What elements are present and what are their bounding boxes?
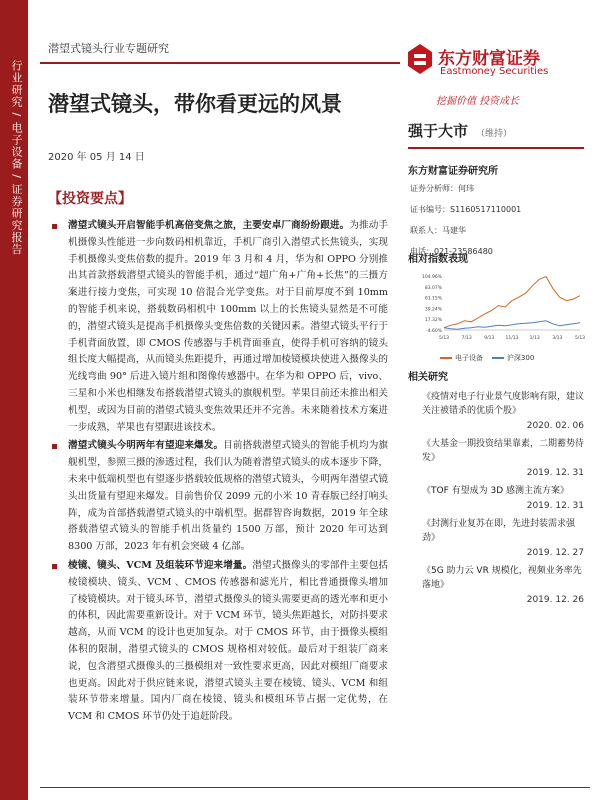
list-item[interactable] xyxy=(422,517,584,560)
bullet-icon xyxy=(52,224,57,229)
x-tick-label: 3/13 xyxy=(552,336,563,341)
series-line-electronics xyxy=(444,277,580,328)
related-title[interactable]: 《疫情对电子行业景气度影响有限，建议关注被错杀的优质个股》 xyxy=(422,392,585,416)
bullet-icon xyxy=(52,444,57,449)
x-tick-label: 5/13 xyxy=(574,336,586,341)
paragraph-lead: 潜望式镜头今明两年有望迎来爆发。 xyxy=(68,440,224,452)
paragraph-3 xyxy=(48,558,388,726)
institute-name: 东方财富证券研究所 xyxy=(408,166,498,177)
chart-legend xyxy=(440,353,534,363)
related-title[interactable]: 《5G 助力云 VR 规模化，视频业务率先落地》 xyxy=(422,566,582,590)
paragraph-body: 为推动手机摄像头性能进一步向数码相机靠近，手机厂商引入潜望式长焦镜头，实现手机摄像头变焦倍数的提升。2019 年 3 月和 4 月，华为和 OPPO 分别推出其首款搭载潜望式镜头的智能手机，通过“超广角+广角+长焦”的三摄方案进行接力变焦，可实现 10 倍混合光学变焦。对于目前厚度不到 10mm 的智能手机来说，搭载数码相机中 100mm 以上的长焦镜头显然是不可能的，潜望式镜头是提高手机摄像头变焦倍数的关键因素。潜望式镜头平行于手机背面放置，即 CMOS 传感器与手机背面垂直，使得手机可容纳的镜头组长度大幅提高，从而镜头焦距提升，再通过增加棱镜模块使进入摄像头的光线弯曲 90° 后进入镜片组和图像传感器中。在华为和 OPPO 后，vivo、三星和小米也相继发布搭载潜望式镜头的旗舰机型。苹果目前还未推出相关机型，或因为目前的潜望式镜头变焦效果还并不完善。未来随着技术方案进一步成熟，苹果也有望跟进该技术。 xyxy=(68,220,389,433)
list-item[interactable] xyxy=(422,390,584,433)
list-item[interactable] xyxy=(422,484,584,513)
report-date: 2020 年 05 月 14 日 xyxy=(48,152,145,163)
relative-index-heading: 相对指数表现 xyxy=(408,254,468,265)
list-item[interactable] xyxy=(422,437,584,480)
y-tick-label: 104.96% xyxy=(421,275,442,280)
paragraph-lead: 潜望式镜头开启智能手机高倍变焦之旅，主要安卓厂商纷纷跟进。 xyxy=(68,220,350,231)
legend-label: 沪深300 xyxy=(506,354,535,362)
related-date: 2019. 12. 31 xyxy=(526,468,584,478)
logo-english: Eastmoney Securities xyxy=(440,66,549,77)
related-date: 2020. 02. 06 xyxy=(526,421,584,431)
paragraph-1 xyxy=(48,218,388,436)
relative-index-chart xyxy=(408,272,584,342)
section-heading: 【投资要点】 xyxy=(48,191,132,207)
analyst-contact: 联系人：马建华 xyxy=(410,226,466,235)
related-date: 2019. 12. 31 xyxy=(526,501,584,511)
sidebar-text: 行业研究 / 电子设备 / 证券研究报告 xyxy=(10,60,23,256)
report-series-title: 潜望式镜头行业专题研究 xyxy=(48,42,169,55)
rating-sub: （维持） xyxy=(476,129,513,139)
legend-swatch-electronics xyxy=(440,357,452,359)
rating-divider xyxy=(408,147,584,149)
y-tick-label: 39.24% xyxy=(424,307,442,313)
analyst-phone: 电话：021-23586480 xyxy=(410,247,493,256)
rating xyxy=(408,120,584,141)
y-tick-label: 83.07% xyxy=(424,285,442,291)
sidebar xyxy=(0,0,28,800)
x-tick-label: 5/13 xyxy=(438,336,450,341)
rating-box xyxy=(408,120,584,155)
series-line-hs300 xyxy=(444,321,580,329)
header-divider xyxy=(40,62,400,64)
list-item[interactable] xyxy=(422,564,584,607)
legend-swatch-hs300 xyxy=(492,357,504,359)
y-tick-label: 61.15% xyxy=(424,296,442,302)
footer-divider xyxy=(40,787,590,788)
analyst-name: 证券分析师：何玮 xyxy=(410,184,474,193)
company-logo-icon xyxy=(406,42,434,76)
paragraph-body: 目前搭载潜望式镜头的智能手机均为旗舰机型，参照三摄的渗透过程，我们认为随着潜望式镜头的成本逐步下降，未来中低端机型也有望逐步搭载较低规格的潜望式镜头，今明两年潜望式镜头出货量有望迎来爆发。目前售价仅 2099 元的小米 10 青春版已经打响头阵，成为首部搭载潜望式镜头的中端机型。据群智咨询数据，2019 年全球搭载潜望式镜头的智能手机出货量约 1500 万部，预计 2020 年可达到 8300 万部，2023 年有机会突破 4 亿部。 xyxy=(68,440,388,553)
related-date: 2019. 12. 26 xyxy=(526,595,584,605)
y-tick-label: -4.60% xyxy=(426,329,442,334)
analyst-cert: 证书编号：S1160517110001 xyxy=(410,205,522,214)
x-tick-label: 7/13 xyxy=(461,336,472,341)
related-research-list xyxy=(422,390,584,611)
related-title[interactable]: 《大基金一期投资结果靠素，二期蓄势待发》 xyxy=(422,439,585,463)
slogan: 挖掘价值 投资成长 xyxy=(436,96,520,107)
investment-points xyxy=(48,218,388,728)
logo-chinese: 东方财富证券 xyxy=(438,49,540,69)
related-title[interactable]: 《封测行业复苏在即，先进封装需求强劲》 xyxy=(422,519,576,543)
related-research-heading: 相关研究 xyxy=(408,372,448,383)
rating-label: 强于大市 xyxy=(408,122,469,140)
page-title: 潜望式镜头，带你看更远的风景 xyxy=(48,92,342,116)
y-tick-label: 17.32% xyxy=(424,318,442,324)
paragraph-body: 潜望式摄像头的零部件主要包括棱镜模块、镜头、VCM 、CMOS 传感器和滤光片，相比普通摄像头增加了棱镜模块。对于镜头环节，潜望式摄像头的镜头需要更高的透光率和更小的体积，因此需要重新设计。对于 VCM 环节，镜头焦距越长，对防抖要求越高，从而 VCM 的设计也更加复杂。对于 CMOS 环节，由于摄像头模组体积的限制，潜望式镜头的 CMOS 规格相对较低。最后对于组装厂商来说，包含潜望式摄像头的三摄模组对一致性要求更高，因此对模组厂商要求也更高。因此对于供应链来说，潜望式镜头主要在棱镜、镜头、VCM 和组装环节带来增量。国内厂商在棱镜、镜头和模组环节占据一定优势，在 VCM 和 CMOS 环节仍处于追赶阶段。 xyxy=(68,559,389,723)
paragraph-2 xyxy=(48,438,388,556)
x-tick-label: 9/13 xyxy=(484,336,495,341)
x-tick-label: 11/13 xyxy=(505,336,519,341)
related-date: 2019. 12. 27 xyxy=(526,548,584,558)
legend-label: 电子设备 xyxy=(455,354,483,362)
related-title[interactable]: 《TOF 有望成为 3D 感测主流方案》 xyxy=(422,486,569,496)
paragraph-lead: 棱镜、镜头、VCM 及组装环节迎来增量。 xyxy=(68,559,253,571)
bullet-icon xyxy=(52,564,57,569)
x-tick-label: 1/13 xyxy=(529,336,540,341)
